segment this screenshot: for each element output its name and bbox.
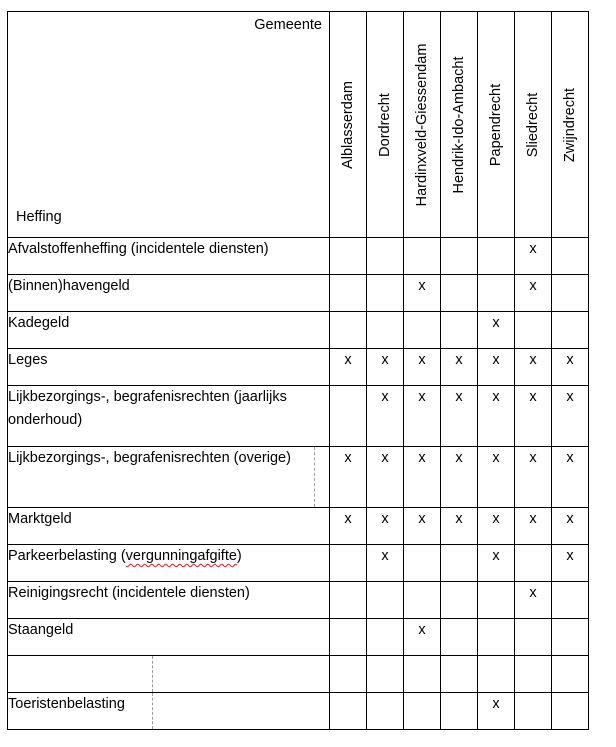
mark-cell bbox=[515, 619, 552, 656]
mark-cell: x bbox=[330, 508, 367, 545]
mark-cell bbox=[552, 656, 589, 693]
mark-cell: x bbox=[330, 447, 367, 508]
mark-cell: x bbox=[367, 349, 404, 386]
table-row bbox=[8, 545, 589, 582]
header-gemeente-label: Gemeente bbox=[254, 17, 322, 33]
table-row bbox=[8, 447, 589, 508]
mark-cell bbox=[330, 693, 367, 730]
mark-cell bbox=[515, 656, 552, 693]
mark-cell: x bbox=[478, 447, 515, 508]
row-label-text: Toeristenbelasting bbox=[8, 696, 125, 712]
mark-cell bbox=[330, 312, 367, 349]
row-label-text: Parkeerbelasting ( bbox=[8, 548, 126, 564]
mark-cell bbox=[478, 238, 515, 275]
row-label-text: Lijkbezorgings-, begrafenisrechten (overige) bbox=[8, 450, 291, 466]
mark-cell bbox=[552, 312, 589, 349]
mark-cell bbox=[330, 582, 367, 619]
mark-cell: x bbox=[404, 447, 441, 508]
mark-cell bbox=[367, 582, 404, 619]
header-hendrik-ido-ambacht: Hendrik-Ido-Ambacht bbox=[441, 12, 478, 238]
mark-cell: x bbox=[367, 508, 404, 545]
mark-cell bbox=[367, 619, 404, 656]
mark-cell: x bbox=[367, 545, 404, 582]
mark-cell bbox=[441, 545, 478, 582]
mark-cell: x bbox=[515, 349, 552, 386]
row-label: (Binnen)havengeld bbox=[8, 275, 330, 312]
mark-cell bbox=[404, 582, 441, 619]
mark-cell bbox=[367, 312, 404, 349]
header-heffing-label: Heffing bbox=[16, 209, 62, 225]
mark-cell bbox=[330, 386, 367, 447]
mark-cell: x bbox=[552, 508, 589, 545]
heffingen-table bbox=[7, 11, 589, 730]
table-row bbox=[8, 693, 589, 730]
header-row bbox=[8, 12, 589, 238]
mark-cell bbox=[552, 275, 589, 312]
mark-cell bbox=[441, 238, 478, 275]
mark-cell bbox=[478, 619, 515, 656]
mark-cell bbox=[404, 238, 441, 275]
header-hardinxveld-giessendam: Hardinxveld-Giessendam bbox=[404, 12, 441, 238]
mark-cell bbox=[404, 656, 441, 693]
mark-cell bbox=[515, 545, 552, 582]
table-row bbox=[8, 619, 589, 656]
mark-cell bbox=[330, 619, 367, 656]
header-papendrecht: Papendrecht bbox=[478, 12, 515, 238]
mark-cell bbox=[330, 238, 367, 275]
table-row bbox=[8, 238, 589, 275]
mark-cell: x bbox=[515, 275, 552, 312]
mark-cell: x bbox=[441, 447, 478, 508]
row-label: Lijkbezorgings-, begrafenisrechten (jaarlijks onderhoud) bbox=[8, 386, 330, 447]
mark-cell: x bbox=[404, 508, 441, 545]
mark-cell: x bbox=[478, 312, 515, 349]
mark-cell: x bbox=[330, 349, 367, 386]
mark-cell: x bbox=[515, 386, 552, 447]
mark-cell: x bbox=[515, 508, 552, 545]
table-row bbox=[8, 349, 589, 386]
mark-cell: x bbox=[404, 275, 441, 312]
row-label: Marktgeld bbox=[8, 508, 330, 545]
mark-cell: x bbox=[478, 508, 515, 545]
mark-cell bbox=[441, 693, 478, 730]
mark-cell bbox=[552, 582, 589, 619]
row-label: Reinigingsrecht (incidentele diensten) bbox=[8, 582, 330, 619]
mark-cell: x bbox=[367, 386, 404, 447]
row-label bbox=[8, 693, 330, 730]
mark-cell: x bbox=[441, 508, 478, 545]
cell-boundary-guide bbox=[152, 656, 153, 692]
mark-cell bbox=[515, 312, 552, 349]
header-corner-cell bbox=[8, 12, 330, 238]
header-alblasserdam: Alblasserdam bbox=[330, 12, 367, 238]
spelling-error-word[interactable]: vergunningafgifte bbox=[125, 548, 237, 564]
mark-cell bbox=[367, 693, 404, 730]
table-row bbox=[8, 582, 589, 619]
table-row bbox=[8, 386, 589, 447]
row-label bbox=[8, 545, 330, 582]
mark-cell bbox=[552, 693, 589, 730]
mark-cell bbox=[552, 619, 589, 656]
mark-cell bbox=[478, 275, 515, 312]
mark-cell bbox=[330, 545, 367, 582]
table-row bbox=[8, 508, 589, 545]
mark-cell: x bbox=[515, 582, 552, 619]
mark-cell bbox=[515, 693, 552, 730]
mark-cell bbox=[441, 619, 478, 656]
mark-cell: x bbox=[478, 386, 515, 447]
table-row bbox=[8, 275, 589, 312]
mark-cell: x bbox=[404, 349, 441, 386]
mark-cell: x bbox=[478, 693, 515, 730]
row-label-text: ) bbox=[236, 548, 242, 564]
row-label bbox=[8, 447, 330, 508]
mark-cell: x bbox=[552, 386, 589, 447]
mark-cell bbox=[478, 656, 515, 693]
row-label: Leges bbox=[8, 349, 330, 386]
cell-boundary-guide bbox=[314, 447, 315, 507]
mark-cell: x bbox=[441, 386, 478, 447]
mark-cell: x bbox=[552, 447, 589, 508]
mark-cell bbox=[330, 656, 367, 693]
mark-cell bbox=[367, 656, 404, 693]
mark-cell: x bbox=[552, 349, 589, 386]
mark-cell bbox=[404, 545, 441, 582]
cell-boundary-guide bbox=[152, 693, 153, 729]
mark-cell: x bbox=[367, 447, 404, 508]
mark-cell: x bbox=[441, 349, 478, 386]
mark-cell: x bbox=[515, 238, 552, 275]
mark-cell bbox=[404, 693, 441, 730]
mark-cell bbox=[404, 312, 441, 349]
mark-cell: x bbox=[478, 349, 515, 386]
mark-cell: x bbox=[515, 447, 552, 508]
mark-cell bbox=[552, 238, 589, 275]
table-row-empty bbox=[8, 656, 589, 693]
row-label bbox=[8, 656, 330, 693]
mark-cell: x bbox=[404, 386, 441, 447]
header-sliedrecht: Sliedrecht bbox=[515, 12, 552, 238]
mark-cell bbox=[441, 312, 478, 349]
mark-cell bbox=[478, 582, 515, 619]
mark-cell bbox=[367, 238, 404, 275]
row-label: Afvalstoffenheffing (incidentele diensten) bbox=[8, 238, 330, 275]
row-label: Kadegeld bbox=[8, 312, 330, 349]
mark-cell bbox=[330, 275, 367, 312]
header-zwijndrecht: Zwijndrecht bbox=[552, 12, 589, 238]
mark-cell: x bbox=[552, 545, 589, 582]
mark-cell: x bbox=[478, 545, 515, 582]
row-label: Staangeld bbox=[8, 619, 330, 656]
mark-cell bbox=[441, 582, 478, 619]
mark-cell: x bbox=[404, 619, 441, 656]
mark-cell bbox=[441, 275, 478, 312]
mark-cell bbox=[441, 656, 478, 693]
table-row bbox=[8, 312, 589, 349]
header-dordrecht: Dordrecht bbox=[367, 12, 404, 238]
mark-cell bbox=[367, 275, 404, 312]
